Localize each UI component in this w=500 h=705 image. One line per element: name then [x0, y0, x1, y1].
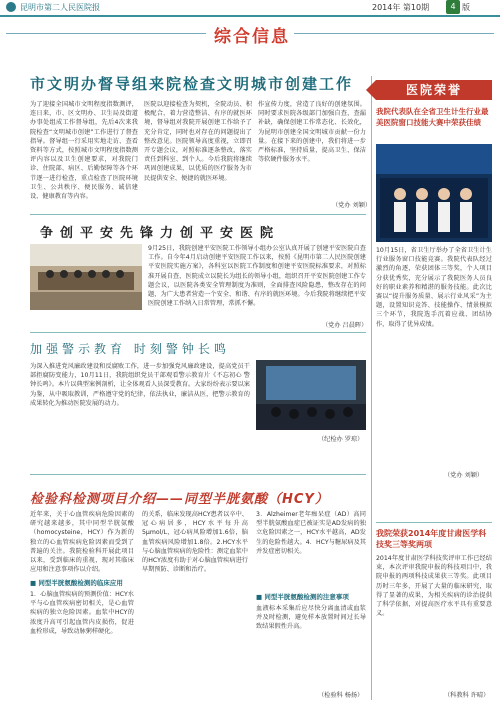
article4-col3: 3．Alzheimer老年痴呆症（AD）高同型半胱氨酸血症已被证实是AD发病的独立危险因素之一，HCY水平越高，AD发生的危险性越大。4．HCY与糖尿病及其并发症密切相关。	[256, 511, 366, 555]
article1-col2: 医院以迎接检查为契机，全院动员、积极配合，着力营造整洁、有序的就医环境，督导组对我院开展创建工作给予了充分肯定，同时也对存在的问题提出了整改意见。医院领导高度重视，立即召开专题会议，对照标准逐条整改，落实责任到科室、到个人。今后我院将继续巩固创建成果，以优质的医疗服务为市民提供安全、便捷的就医环境。	[144, 101, 252, 182]
section-line-left	[6, 33, 206, 34]
honor-photo	[376, 144, 492, 242]
section-line-right	[294, 33, 494, 34]
honor-heading1: 我院代表队在全省卫生计生行业最美医院窗口技能大赛中荣获佳绩	[376, 107, 489, 127]
divider	[30, 474, 366, 475]
article4-subhead1: ■ 同型半胱氨酸检测的临床应用	[30, 579, 123, 587]
article4-col1b: 1．心脑血管疾病的预测价值：HCY水平与心血管疾病密切相关，是心血管疾病的独立危险因素。血浆中HCY的浓度升高可引起血管内皮损伤，促进血栓形成，导致动脉粥样硬化。	[30, 591, 134, 635]
honor-text2: 2014年度甘肃医学科技奖评审工作已经结束，本次评审我院申报的科技项目中，我院申报的两项科技成果获三等奖。此项目历时三年多，开展了大量的临床研究，取得了显著的成果，为相关疾病的诊治提供了科学依据，对提高医疗水平具有重要意义。	[376, 555, 492, 618]
article4-col2: 的关系，临床发现高HCY患者以卒中、冠心病居多，HCY水平每升高5μmol/L，冠心病风险增加1.6倍，脑血管疾病风险增加1.8倍。2.HCY水平与心脑血管疾病的危险性：测定血浆中的HCY浓度有助于对心脑血管疾病进行早期预防、诊断和治疗。	[142, 511, 248, 574]
article3-photo	[256, 360, 366, 430]
hospital-name: 昆明市第二人民医院报	[20, 3, 100, 12]
article1-col1: 为了迎接全国城市文明程度指数测评，连日来，市、区文明办、卫生局及街道办事处组成工作督导组，先后4次来我院检查“文明城市创建”工作进行了督查指导。督导组一行采用实地走访、查看资料等方式，按照城市文明程度指数测评内容以及卫生创建要求，对我院门诊、住院部、病区、后勤保障等各个环节逐一进行检查，重点检查了医院环境卫生、公共秩序、便民服务、诚信建设、健康教育等内容。	[30, 101, 138, 201]
article4-col3b: 血液标本采集后应尽快分离血清或血浆并及时检测，避免样本放置时间过长导致结果假性升高。	[256, 605, 366, 631]
honor-banner: 医院荣誉	[376, 80, 492, 100]
article4-signature: （检验科 杨扬）	[318, 692, 364, 699]
page-number: 4	[446, 0, 460, 14]
header-divider	[0, 15, 500, 17]
article2-title: 争创平安先锋力创平安医院	[40, 226, 281, 241]
page-header	[0, 0, 500, 14]
article4-subhead2: ■ 同型半胱氨酸检测的注意事项	[256, 593, 349, 601]
honor-heading2: 我院荣获2014年度甘肃医学科技奖三等奖两项	[376, 529, 487, 549]
honor-signature1: （党办 刘颖）	[444, 472, 484, 479]
article3-signature: （纪检办 罗琼）	[318, 436, 364, 443]
issue-number: 2014年 第10期	[372, 3, 430, 12]
column-divider	[371, 76, 372, 700]
divider	[376, 522, 492, 523]
edition-label: 版	[462, 3, 470, 12]
honor-text1: 10月15日，省卫生厅举办了全省卫生计生行业服务窗口技能竞赛。我院代表队经过激烈的角逐，荣获团体三等奖，个人项目分获优秀奖，充分展示了我院医务人员良好的职业素养和精湛的服务技能。此次比赛以“提升服务质量、展示行业风采”为主题，设置知识竞答、技能操作、情景模拟三个环节，我院选手沉着应战、团结协作，取得了优异成绩。	[376, 247, 492, 328]
article1-signature: （党办 刘颖）	[332, 202, 372, 209]
article1-title: 市文明办督导组来院检查文明城市创建工作	[30, 75, 354, 93]
article4-title: 检验科检测项目介绍——同型半胱氨酸（HCY）	[30, 492, 329, 507]
divider	[30, 214, 366, 215]
article4-col1: 近年来，关于心血管疾病危险因素的研究越来越多，其中同型半胱氨酸（homocysteine，HCY）作为新的独立的心血管疾病危险因素而受到了普遍的关注。我院检验科开展此项目以来，受到临床的重视，现对其临床应用和注意事项作以介绍。	[30, 511, 134, 574]
article3-body: 为深入推进党风廉政建设和反腐败工作，进一步加强党风廉政建设，提高党员干部拒腐防变能力，10月11日，我院组织党员干部观看警示教育片《不忘初心 警钟长鸣》。本片以典型案例剖析，让全体观看人员深受教育。大家纷纷表示要以案为鉴，从中吸取教训，严格遵守党的纪律，依法执业，廉洁从医，把警示教育的成果转化为推动医院发展的动力。	[30, 363, 250, 407]
article2-signature: （党办 吕晨晖）	[322, 322, 368, 329]
hospital-logo-icon	[6, 2, 16, 12]
article2-photo	[30, 244, 142, 310]
section-title: 综合信息	[214, 27, 290, 47]
article2-body: 9月25日，我院创建平安医院工作领导小组办公室认真开展了创建平安医院自查工作。自今年4月启动创建平安医院工作以来，按照《昆明市第二人民医院创建平安医院实施方案》，各科室以医院工作制度和创建平安医院标准要求，对照标准开展自查，医院成立以院长为组长的领导小组，组织召开平安医院创建工作专题会议，以医院各类安全管理制度为准则，全面排查风险隐患，整改存在的问题，为广大患者营造一个安全、和谐、有序的就医环境。今后我院将继续把平安医院创建工作纳入日常管理，常抓不懈。	[148, 245, 366, 308]
honor-signature2: （科教科 许晴）	[444, 692, 490, 699]
article3-title: 加强警示教育 时刻警钟长鸣	[30, 342, 230, 356]
divider	[30, 332, 366, 333]
article1-col3: 作宣传力度，营造了良好的创建氛围。同时要求医院各级部门加强自查，查漏补缺，确保创建工作常态化、长效化，为昆明市创建全国文明城市贡献一份力量。在接下来的创建中，我们将进一步严格标准，坚持质量，提高卫生、保洁等软硬件服务水平。	[258, 101, 366, 164]
